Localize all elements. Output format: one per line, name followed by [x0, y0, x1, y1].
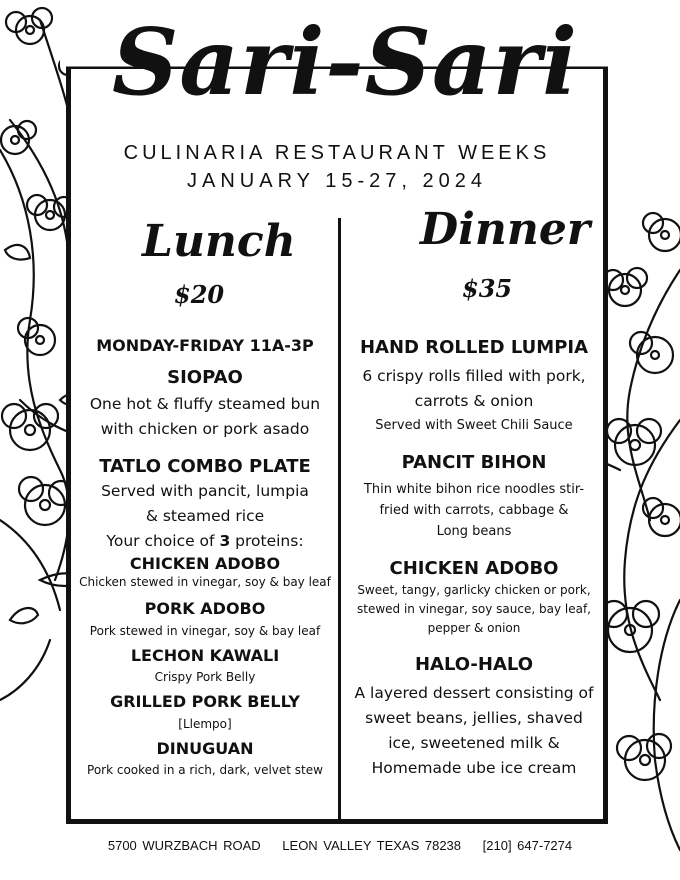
column-divider	[338, 218, 341, 824]
dinner-adobo-desc-2: stewed in vinegar, soy sauce, bay leaf,	[356, 602, 591, 616]
halo-desc-2: sweet beans, jellies, shaved	[365, 709, 583, 727]
protein-desc: Chicken stewed in vinegar, soy & bay leaf	[79, 575, 331, 589]
footer	[0, 838, 680, 853]
pancit-name: PANCIT BIHON	[401, 452, 547, 473]
choice-suffix: proteins:	[230, 532, 304, 550]
protein-name: GRILLED PORK BELLY	[110, 692, 300, 711]
footer-city: LEON VALLEY TEXAS 78238	[282, 838, 462, 853]
pancit-desc-3: Long beans	[436, 524, 512, 539]
dinner-adobo-desc-3: pepper & onion	[427, 621, 521, 635]
footer-address: 5700 WURZBACH ROAD	[107, 838, 261, 853]
protein-desc: Crispy Pork Belly	[154, 670, 256, 684]
lumpia-name: HAND ROLLED LUMPIA	[359, 337, 589, 358]
choice-prefix: Your choice of	[106, 532, 220, 550]
pancit-desc-1: Thin white bihon rice noodles stir-	[363, 482, 585, 497]
restaurant-title: Sari-Sari	[60, 6, 630, 118]
lunch-price: $20	[174, 280, 225, 309]
siopao-name: SIOPAO	[167, 367, 243, 388]
pancit-desc-2: fried with carrots, cabbage &	[379, 503, 569, 518]
lunch-hours: MONDAY-FRIDAY 11A-3P	[96, 336, 314, 355]
choice-count: 3	[219, 532, 231, 550]
lumpia-desc-1: 6 crispy rolls filled with pork,	[362, 367, 586, 385]
lunch-column	[72, 336, 338, 777]
dinner-adobo-desc-1: Sweet, tangy, garlicky chicken or pork,	[357, 583, 591, 597]
footer-phone: [210] 647-7274	[482, 838, 573, 853]
protein-desc: Pork stewed in vinegar, soy & bay leaf	[89, 624, 321, 638]
siopao-desc-1: One hot & fluffy steamed bun	[89, 395, 321, 413]
halo-desc-3: ice, sweetened milk &	[388, 734, 560, 752]
dinner-price: $35	[462, 274, 513, 303]
lumpia-desc-2: carrots & onion	[414, 392, 534, 410]
protein-name: DINUGUAN	[156, 739, 254, 758]
dinner-adobo-name: CHICKEN ADOBO	[389, 558, 559, 579]
halo-name: HALO-HALO	[414, 654, 534, 675]
combo-name: TATLO COMBO PLATE	[99, 456, 311, 477]
dinner-heading: Dinner	[420, 204, 591, 255]
event-subtitle: CULINARIA RESTAURANT WEEKS	[123, 142, 551, 164]
lumpia-desc-3: Served with Sweet Chili Sauce	[375, 418, 573, 433]
dinner-column	[344, 337, 604, 781]
siopao-desc-2: with chicken or pork asado	[100, 420, 310, 438]
protein-desc: [Llempo]	[178, 717, 232, 731]
protein-name: PORK ADOBO	[144, 599, 266, 618]
halo-desc-4: Homemade ube ice cream	[371, 759, 577, 777]
halo-desc-1: A layered dessert consisting of	[354, 684, 594, 702]
combo-desc-2: & steamed rice	[145, 507, 265, 525]
protein-name: CHICKEN ADOBO	[129, 554, 281, 573]
protein-desc: Pork cooked in a rich, dark, velvet stew	[87, 763, 323, 777]
combo-desc-1: Served with pancit, lumpia	[101, 482, 309, 500]
event-dates: JANUARY 15-27, 2024	[187, 170, 487, 192]
protein-choice	[72, 529, 338, 554]
lunch-heading: Lunch	[142, 216, 296, 267]
protein-name: LECHON KAWALI	[130, 646, 280, 665]
